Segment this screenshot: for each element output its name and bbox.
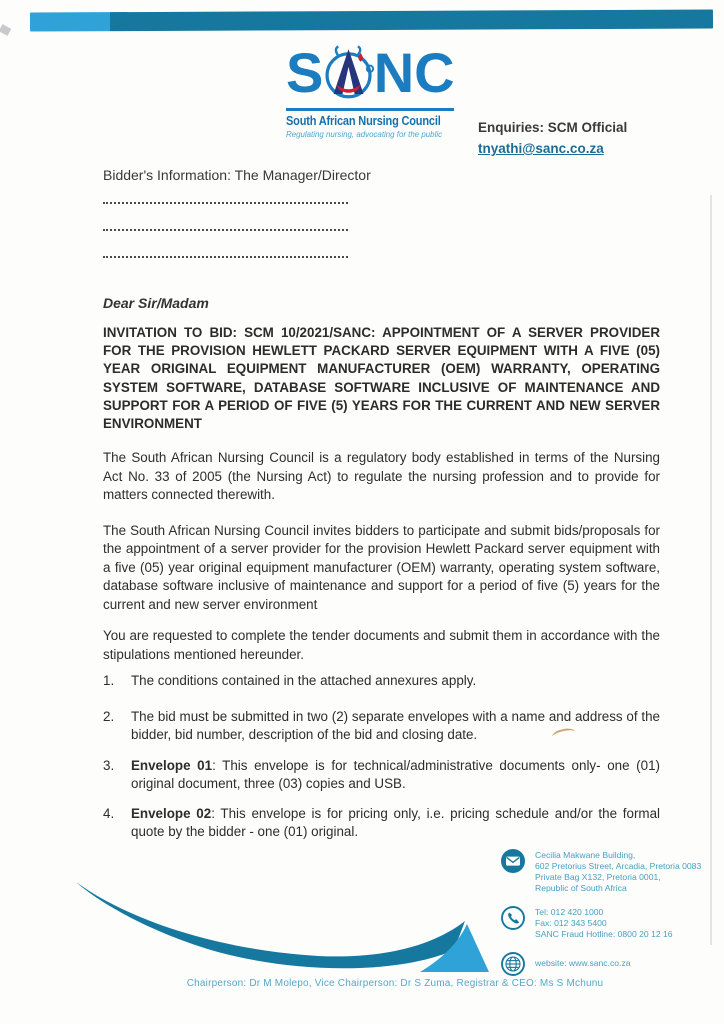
- list-item-text: : This envelope is for pricing only, i.e. pricing schedule and/or the formal quote by the bidder - one (01) original.: [131, 805, 660, 840]
- salutation: Dear Sir/Madam: [103, 294, 209, 311]
- list-item-3: [103, 757, 660, 794]
- logo-letter-s: S: [286, 44, 324, 101]
- list-item-4: [103, 805, 660, 842]
- stethoscope-earpiece-right: [358, 46, 360, 54]
- footer-swoosh-graphic: [68, 876, 493, 976]
- mail-icon: [500, 848, 527, 879]
- fill-in-line-3: [103, 256, 348, 258]
- phone-line: SANC Fraud Hotline: 0800 20 12 16: [535, 929, 673, 939]
- sanc-logo-mark: [286, 44, 454, 101]
- address-line: Republic of South Africa: [535, 883, 627, 893]
- stethoscope-earpiece-left: [336, 46, 338, 55]
- sanc-logo: [286, 44, 456, 139]
- address-row: [500, 848, 715, 894]
- letter-body: [103, 166, 660, 842]
- list-number: 2.: [103, 708, 115, 724]
- top-banner-bar: [30, 10, 713, 32]
- list-number: 3.: [103, 757, 115, 773]
- scan-artifact-line: [710, 195, 712, 945]
- address-line: 602 Pretorius Street, Arcadia, Pretoria 0083: [535, 861, 702, 871]
- enquiries-label: Enquiries: SCM Official: [478, 120, 628, 135]
- website-line: website: www.sanc.co.za: [535, 958, 631, 968]
- list-item-2: [103, 708, 660, 745]
- recipient-label: Bidder's Information: The Manager/Director: [103, 167, 371, 183]
- list-item-bold: Envelope 01: [131, 757, 213, 773]
- list-item-text: The conditions contained in the attached annexures apply.: [131, 673, 477, 689]
- logo-tagline: Regulating nursing, advocating for the public: [286, 129, 443, 139]
- fill-in-line-2: [103, 229, 348, 231]
- bid-subject-heading: INVITATION TO BID: SCM 10/2021/SANC: APPOINTMENT OF A SERVER PROVIDER FOR THE PROVISION HEWLETT PACKARD SERVER EQUIPMENT WITH A FIVE (05) YEAR ORIGINAL EQUIPMENT MANUFACTURER (OEM) WARRANTY, OPERATING SYSTEM SOFTWARE, DATABASE SOFTWARE INCLUSIVE OF MAINTENANCE AND SUPPORT FOR A PERIOD OF FIVE (5) YEARS FOR THE CURRENT AND NEW SERVER ENVIRONMENT: [103, 325, 660, 432]
- logo-org-name: South African Nursing Council: [286, 114, 441, 128]
- phone-icon: [500, 905, 527, 936]
- list-number: 1.: [103, 673, 115, 689]
- list-item-text: The bid must be submitted in two (2) separate envelopes with a name and address of the bidder, bid number, description of the bid and closing date.: [131, 708, 660, 743]
- list-item-text: : This envelope is for technical/administrative documents only- one (01) original document, three (03) copies and USB.: [131, 757, 660, 792]
- phone-line: Tel: 012 420 1000: [535, 907, 604, 917]
- address-line: Private Bag X132, Pretoria 0001,: [535, 872, 661, 882]
- enquiries-block: [478, 117, 627, 159]
- paragraph-2: The South African Nursing Council invites bidders to participate and submit bids/proposals for the appointment of a server provider for the provision Hewlett Packard server equipment with a five (05) year original equipment manufacturer (OEM) warranty, operating system software, database software inclusive of maintenance and support for a period of five (5) years for the current and new server environment: [103, 522, 660, 612]
- fill-in-line-1: [103, 202, 348, 204]
- list-item-bold: Envelope 02: [131, 805, 212, 821]
- paragraph-1: The South African Nursing Council is a regulatory body established in terms of the Nursing Act No. 33 of 2005 (the Nursing Act) to regulate the nursing profession and to provide for matters connected therewith.: [103, 450, 660, 503]
- phone-row: [500, 905, 715, 940]
- enquiries-email-link[interactable]: tnyathi@sanc.co.za: [478, 141, 604, 156]
- scan-smudge: [0, 24, 11, 36]
- phone-line: Fax: 012 343 5400: [535, 918, 607, 928]
- address-line: Cecilia Makwane Building,: [535, 850, 636, 860]
- paragraph-3: You are requested to complete the tender documents and submit them in accordance with the stipulations mentioned hereunder.: [103, 628, 660, 662]
- list-item-1: [103, 672, 660, 691]
- list-number: 4.: [103, 805, 115, 821]
- logo-divider: [286, 108, 454, 111]
- logo-letters-nc: NC: [373, 44, 454, 101]
- officials-line: Chairperson: Dr M Molepo, Vice Chairperson: Dr S Zuma, Registrar & CEO: Ms S Mchunu: [186, 978, 604, 989]
- footer-contact-block: [500, 848, 715, 993]
